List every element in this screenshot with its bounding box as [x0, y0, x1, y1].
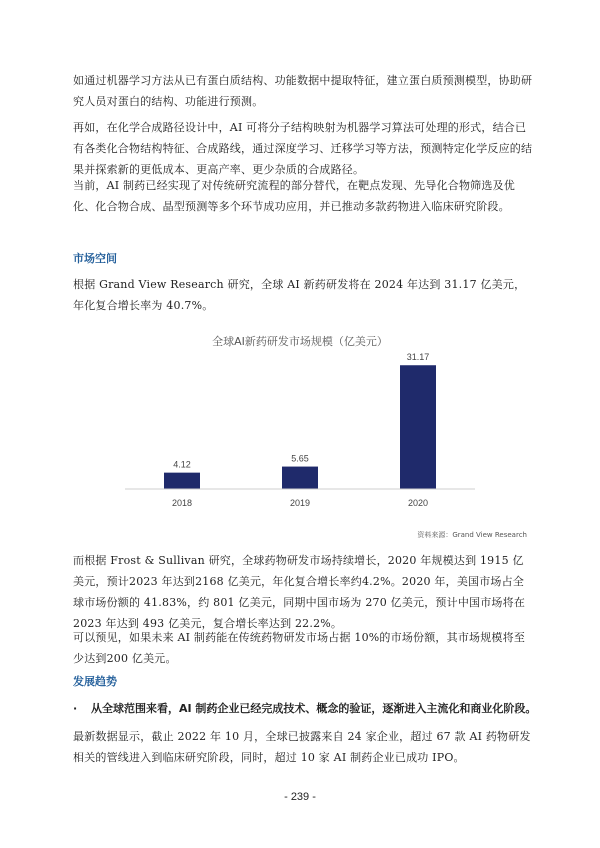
section-heading-market: 市场空间 [73, 252, 117, 265]
x-tick-label-2020: 2020 [407, 498, 429, 508]
bullet-marker: · [73, 702, 78, 715]
paragraph-current-status: 当前，AI 制药已经实现了对传统研究流程的部分替代，在靶点发现、先导化合物筛选及优化、化合物合成、晶型预测等多个环节成功应用，并已推动多款药物进入临床研究阶段。 [73, 179, 515, 213]
chart-bars [164, 352, 436, 508]
chart-title: 全球AI新药研发市场规模（亿美元） [212, 335, 388, 348]
paragraph-forecast: 可以预见，如果未来 AI 制药能在传统药物研发市场占据 10%的市场份额，其市场规模将至少达到200 亿美元。 [73, 631, 526, 665]
bar-value-label-2020: 31.17 [406, 352, 430, 363]
page-number: - 239 - [284, 791, 316, 803]
bullet-text: 从全球范围来看，AI 制药企业已经完成技术、概念的验证，逐渐进入主流化和商业化阶段。 [91, 702, 537, 715]
bar-2020 [400, 365, 436, 489]
paragraph-frost-sullivan: 而根据 Frost & Sullivan 研究，全球药物研发市场持续增长，2020 年规模达到 1915 亿美元，预计2023 年达到2168 亿美元，年化复合增长率约4.2%。2020 年，美国市场占全球市场份额的 41.83%，约 801 亿美元，同期中国市场为 270 亿美元，预计中国市场将在 2023 年达到 493 亿美元，复合增长率达到 22.2%。 [73, 554, 526, 630]
bar-2018 [164, 473, 200, 489]
x-tick-label-2018: 2018 [171, 498, 193, 508]
paragraph-synthesis-path: 再如，在化学合成路径设计中，AI 可将分子结构映射为机器学习算法可处理的形式，结合已有各类化合物结构特征、合成路线，通过深度学习、迁移学习等方法，预测特定化学反应的结果并探索新的更低成本、更高产率、更少杂质的合成路径。 [73, 121, 533, 176]
bullet-item [73, 700, 553, 716]
bar-2019 [282, 467, 318, 489]
bar-value-label-2018: 4.12 [173, 459, 191, 470]
paragraph-latest-data: 最新数据显示，截止 2022 年 10 月，全球已披露来自 24 家企业，超过 67 款 AI 药物研发相关的管线进入到临床研究阶段，同时，超过 10 家 AI 制药企业已成功 IPO。 [73, 730, 531, 764]
paragraph-protein-prediction: 如通过机器学习方法从已有蛋白质结构、功能数据中提取特征，建立蛋白质预测模型，协助研究人员对蛋白的结构、功能进行预测。 [73, 74, 533, 108]
section-heading-trend: 发展趋势 [73, 675, 117, 688]
chart-source-note: 资料来源：Grand View Research [417, 531, 527, 539]
x-tick-label-2019: 2019 [289, 498, 311, 508]
market-size-chart [0, 325, 600, 525]
bar-value-label-2019: 5.65 [291, 453, 309, 464]
paragraph-grand-view: 根据 Grand View Research 研究，全球 AI 新药研发将在 2024 年达到 31.17 亿美元，年化复合增长率为 40.7%。 [73, 278, 526, 312]
